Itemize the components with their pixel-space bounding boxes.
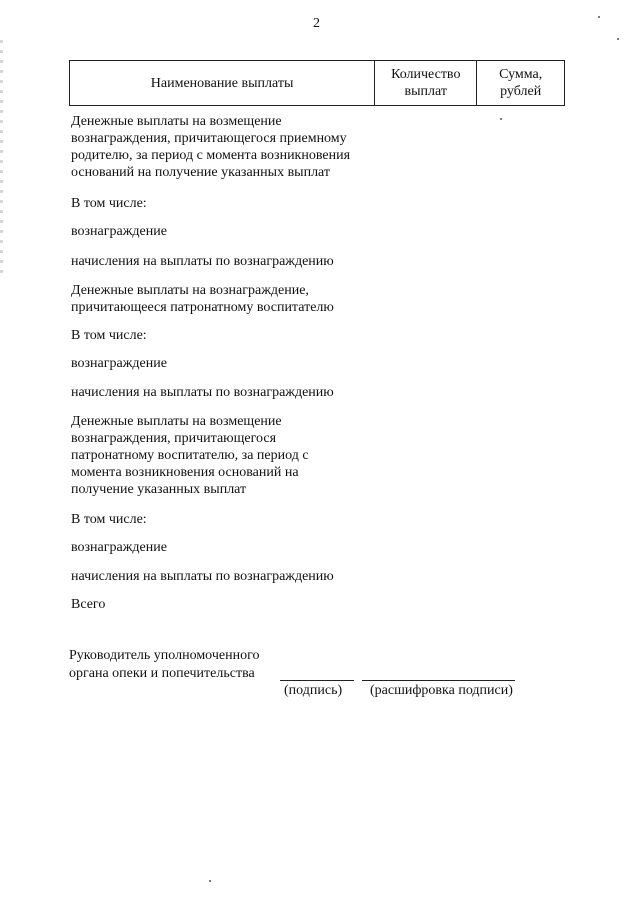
- item-line: В том числе:: [71, 196, 147, 211]
- item-reimbursement-foster-parent: [71, 113, 350, 181]
- item-line: вознаграждения, причитающегося приемному: [71, 131, 347, 146]
- item-remuneration: [71, 223, 167, 240]
- column-header-name-text: Наименование выплаты: [150, 75, 294, 91]
- scan-speck: [617, 38, 619, 40]
- item-line: момента возникновения оснований на: [71, 465, 299, 480]
- item-remuneration-accruals: [71, 253, 334, 270]
- item-line: патронатному воспитателю, за период с: [71, 448, 309, 463]
- item-line: причитающееся патронатному воспитателю: [71, 300, 334, 315]
- column-header-count: [375, 61, 477, 106]
- item-line: В том числе:: [71, 512, 147, 527]
- signature-decoding-line: [362, 680, 515, 681]
- signature-decoding-caption: (расшифровка подписи): [370, 683, 513, 698]
- item-remuneration-accruals: [71, 568, 334, 585]
- column-header-sum-line2: рублей: [500, 84, 542, 99]
- item-remuneration: [71, 539, 167, 556]
- page-number: 2: [313, 16, 320, 31]
- item-line: начисления на выплаты по вознаграждению: [71, 254, 334, 269]
- payments-table-header: [69, 60, 565, 106]
- column-header-count-line1: Количество: [391, 67, 461, 82]
- table-header-row: [70, 61, 565, 106]
- item-line: вознаграждение: [71, 356, 167, 371]
- item-remuneration: [71, 355, 167, 372]
- item-line: вознаграждение: [71, 540, 167, 555]
- item-line: вознаграждения, причитающегося: [71, 431, 277, 446]
- item-reimbursement-patronage-caregiver: [71, 413, 309, 498]
- item-line: начисления на выплаты по вознаграждению: [71, 385, 334, 400]
- item-including-label: [71, 327, 147, 344]
- scan-speck: [209, 880, 211, 882]
- item-line: Денежные выплаты на вознаграждение,: [71, 283, 309, 298]
- item-remuneration-accruals: [71, 384, 334, 401]
- item-line: Денежные выплаты на возмещение: [71, 114, 282, 129]
- item-line: Денежные выплаты на возмещение: [71, 414, 282, 429]
- scan-speck: [598, 16, 600, 18]
- item-line: родителю, за период с момента возникновения: [71, 148, 351, 163]
- signature-caption: (подпись): [284, 683, 343, 698]
- item-payments-patronage-caregiver: [71, 282, 334, 316]
- item-line: начисления на выплаты по вознаграждению: [71, 569, 334, 584]
- item-including-label: [71, 195, 147, 212]
- item-total: [71, 596, 105, 613]
- item-line: получение указанных выплат: [71, 482, 247, 497]
- scan-speck: [500, 118, 502, 120]
- column-header-sum-line1: Сумма,: [499, 67, 543, 82]
- column-header-name: [70, 61, 375, 106]
- signatory-title-line2: органа опеки и попечительства: [69, 666, 255, 681]
- signatory-title-line1: Руководитель уполномоченного: [69, 648, 260, 663]
- scan-margin-marks: [0, 40, 3, 280]
- item-line: вознаграждение: [71, 224, 167, 239]
- item-line: В том числе:: [71, 328, 147, 343]
- signature-block: [69, 647, 259, 683]
- column-header-count-line2: выплат: [404, 84, 447, 99]
- column-header-sum: [477, 61, 565, 106]
- signature-line: [280, 680, 354, 681]
- item-line: Всего: [71, 597, 106, 612]
- item-including-label: [71, 511, 147, 528]
- item-line: оснований на получение указанных выплат: [71, 165, 331, 180]
